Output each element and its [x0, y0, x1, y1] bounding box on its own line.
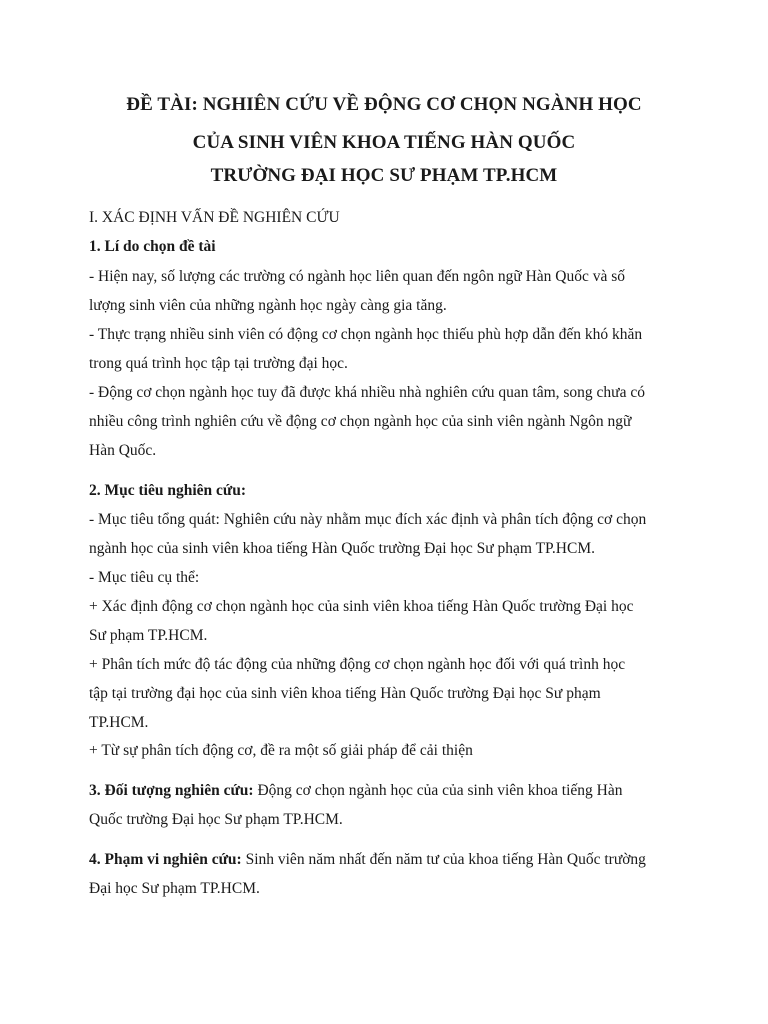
subsection-heading-object: 3. Đối tượng nghiên cứu:: [89, 782, 254, 799]
paragraph-line: Sư phạm TP.HCM.: [89, 627, 208, 644]
paragraph-line: + Xác định động cơ chọn ngành học của sinh viên khoa tiếng Hàn Quốc trường Đại học: [89, 598, 634, 615]
paragraph-line: - Động cơ chọn ngành học tuy đã được khá nhiều nhà nghiên cứu quan tâm, song chưa có: [89, 384, 645, 401]
paragraph-text: Động cơ chọn ngành học của của sinh viên khoa tiếng Hàn: [253, 782, 623, 799]
paragraph-line: - Mục tiêu tổng quát: Nghiên cứu này nhằm mục đích xác định và phân tích động cơ chọn: [89, 511, 647, 528]
paragraph-line: nhiều công trình nghiên cứu về động cơ chọn ngành học của sinh viên ngành Ngôn ngữ: [89, 413, 632, 430]
paragraph-line: - Hiện nay, số lượng các trường có ngành học liên quan đến ngôn ngữ Hàn Quốc và số: [89, 268, 626, 285]
paragraph-line: + Phân tích mức độ tác động của những động cơ chọn ngành học đối với quá trình học: [89, 656, 626, 673]
document-title-line-3: TRƯỜNG ĐẠI HỌC SƯ PHẠM TP.HCM: [210, 165, 558, 186]
paragraph-line: tập tại trường đại học của sinh viên khoa tiếng Hàn Quốc trường Đại học Sư phạm: [89, 685, 601, 702]
paragraph-line: - Thực trạng nhiều sinh viên có động cơ chọn ngành học thiếu phù hợp dẫn đến khó khăn: [89, 326, 643, 343]
subsection-heading-reason: 1. Lí do chọn đề tài: [89, 238, 216, 255]
paragraph-line: - Mục tiêu cụ thể:: [89, 569, 200, 586]
subsection-research-scope: [89, 851, 646, 869]
paragraph-line: trong quá trình học tập tại trường đại học.: [89, 355, 348, 372]
paragraph-line: TP.HCM.: [89, 714, 149, 731]
paragraph-line: ngành học của sinh viên khoa tiếng Hàn Quốc trường Đại học Sư phạm TP.HCM.: [89, 540, 595, 557]
subsection-heading-scope: 4. Phạm vi nghiên cứu:: [89, 851, 242, 868]
paragraph-line: Hàn Quốc.: [89, 442, 157, 459]
paragraph-line: Quốc trường Đại học Sư phạm TP.HCM.: [89, 811, 343, 828]
document-title-line-2: CỦA SINH VIÊN KHOA TIẾNG HÀN QUỐC: [192, 132, 576, 153]
paragraph-line: lượng sinh viên của những ngành học ngày càng gia tăng.: [89, 297, 447, 314]
section-heading: I. XÁC ĐỊNH VẤN ĐỀ NGHIÊN CỨU: [89, 209, 340, 226]
paragraph-text: Sinh viên năm nhất đến năm tư của khoa tiếng Hàn Quốc trường: [241, 851, 646, 868]
subsection-heading-goals: 2. Mục tiêu nghiên cứu:: [89, 482, 246, 499]
subsection-research-object: [89, 782, 622, 800]
paragraph-line: Đại học Sư phạm TP.HCM.: [89, 880, 260, 897]
paragraph-line: + Từ sự phân tích động cơ, đề ra một số giải pháp để cải thiện: [89, 742, 473, 759]
document-title-line-1: ĐỀ TÀI: NGHIÊN CỨU VỀ ĐỘNG CƠ CHỌN NGÀNH HỌC: [126, 94, 642, 115]
